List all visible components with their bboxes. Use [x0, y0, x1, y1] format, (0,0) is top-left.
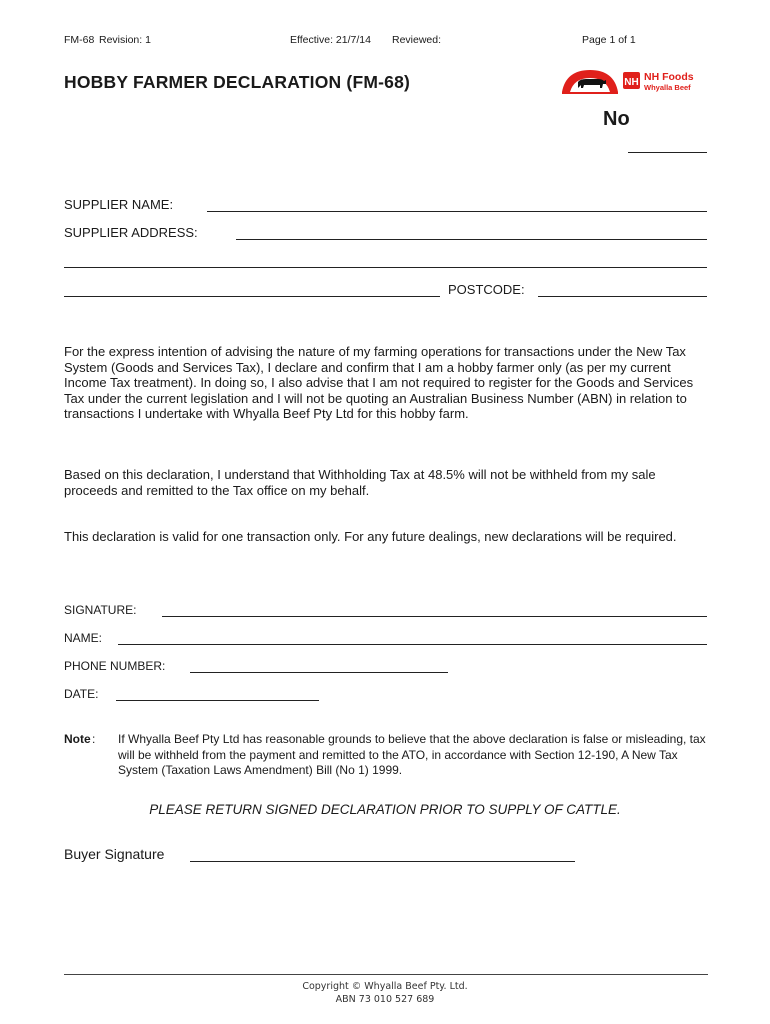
supplier-address-field-line1[interactable] [236, 239, 707, 240]
supplier-name-field[interactable] [207, 211, 707, 212]
postcode-field[interactable] [538, 296, 707, 297]
form-revision: Revision: 1 [99, 34, 151, 46]
effective-date: Effective: 21/7/14 [290, 34, 371, 46]
supplier-address-field-line3[interactable] [64, 296, 440, 297]
brand-name: NH Foods [644, 71, 694, 83]
note-label: Note [64, 732, 91, 746]
phone-number-field[interactable] [190, 672, 448, 673]
declaration-number-field[interactable] [628, 152, 707, 153]
declaration-number-label: No [603, 108, 630, 130]
reviewed-label: Reviewed: [392, 34, 442, 46]
note-text: If Whyalla Beef Pty Ltd has reasonable grounds to believe that the above declaration is false or misleading, tax will be withheld from the payment and remitted to the ATO, in accordance with Section 12-190, A New Tax System (Taxation Laws Amendment) Bill (No 1) 1999. [118, 732, 706, 777]
supplier-address-label: SUPPLIER ADDRESS: [64, 225, 198, 240]
signature-field[interactable] [162, 616, 707, 617]
withholding-paragraph: Based on this declaration, I understand that Withholding Tax at 48.5% will not be withheld from my sale proceeds and remitted to the Tax office on my behalf. [64, 467, 656, 498]
nh-emblem-text: NH [624, 77, 639, 88]
name-field[interactable] [118, 644, 707, 645]
note-colon: : [92, 732, 96, 746]
form-id: FM-68 [64, 34, 95, 46]
phone-number-label: PHONE NUMBER: [64, 659, 166, 673]
postcode-label: POSTCODE: [448, 282, 525, 297]
page-title [64, 72, 410, 93]
validity-paragraph: This declaration is valid for one transaction only. For any future dealings, new declarations will be required. [64, 529, 677, 544]
page-title-main: HOBBY FARMER DECLARATION [64, 72, 342, 92]
buyer-signature-label: Buyer Signature [64, 846, 165, 862]
page-title-code: (FM-68) [346, 72, 411, 92]
brand-subname: Whyalla Beef [644, 83, 691, 92]
buyer-signature-field[interactable] [190, 861, 575, 862]
page-number: Page 1 of 1 [582, 34, 636, 46]
date-label: DATE: [64, 687, 99, 701]
logo-base-bar [562, 92, 618, 94]
logo-graphic [560, 66, 710, 96]
supplier-name-label: SUPPLIER NAME: [64, 197, 174, 212]
signature-label: SIGNATURE: [64, 603, 137, 617]
date-field[interactable] [116, 700, 319, 701]
footer-copyright: Copyright © Whyalla Beef Pty. Ltd. [302, 981, 468, 992]
nh-foods-logo [560, 66, 710, 96]
return-instruction: PLEASE RETURN SIGNED DECLARATION PRIOR TO SUPPLY OF CATTLE. [149, 802, 621, 817]
footer-divider [64, 974, 708, 975]
declaration-paragraph: For the express intention of advising the nature of my farming operations for transactions under the New Tax System (Goods and Services Tax), I declare and confirm that I am a hobby farmer only (as per my current Income Tax treatment). In doing so, I also advise that I am not required to register for the Goods and Services Tax under the current legislation and I will not be quoting an Australian Business Number (ABN) in relation to transactions I undertake with Whyalla Beef Pty Ltd for this hobby farm. [64, 344, 694, 421]
bull-icon [578, 79, 606, 88]
supplier-address-field-line2[interactable] [64, 267, 707, 268]
footer-abn: ABN 73 010 527 689 [335, 994, 435, 1005]
name-label: NAME: [64, 631, 103, 645]
